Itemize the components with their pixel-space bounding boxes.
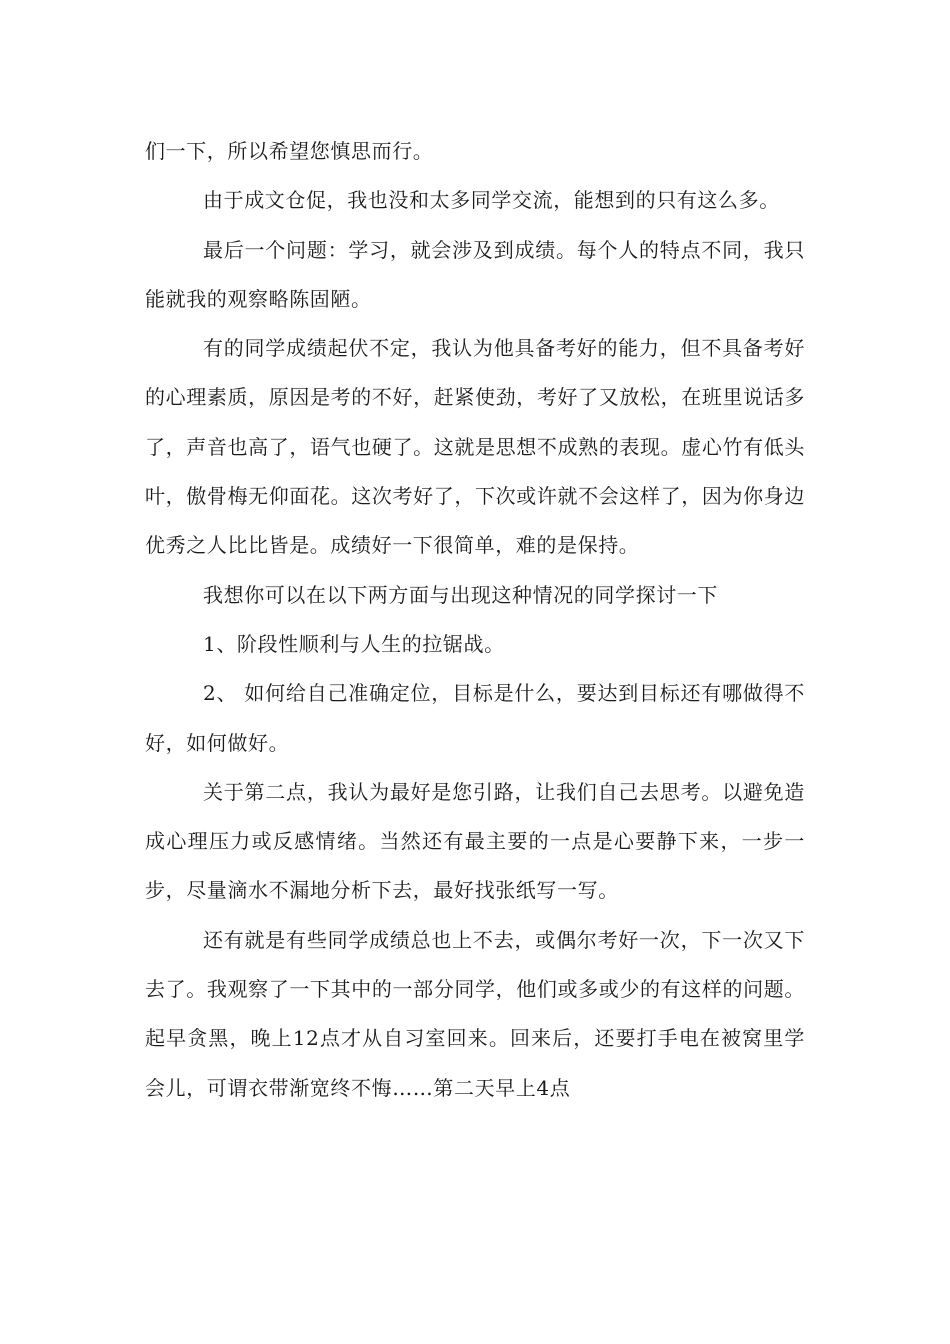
document-body [145, 127, 805, 1113]
paragraph: 最后一个问题：学习，就会涉及到成绩。每个人的特点不同，我只能就我的观察略陈固陋。 [145, 237, 805, 311]
paragraph: 我想你可以在以下两方面与出现这种情况的同学探讨一下 [203, 582, 718, 607]
paragraph: 有的同学成绩起伏不定，我认为他具备考好的能力，但不具备考好的心理素质，原因是考的不好，赶紧使劲，考好了又放松，在班里说话多了，声音也高了，语气也硬了。这就是思想不成熟的表现。虚心竹有低头叶，傲骨梅无仰面花。这次考好了，下次或许就不会这样了，因为你身边优秀之人比比皆是。成绩好一下很简单，难的是保持。 [145, 336, 805, 558]
paragraph: 关于第二点，我认为最好是您引路，让我们自己去思考。以避免造成心理压力或反感情绪。当然还有最主要的一点是心要静下来，一步一步，尽量滴水不漏地分析下去，最好找张纸写一写。 [145, 779, 805, 903]
paragraph-continuation: 们一下，所以希望您慎思而行。 [145, 139, 434, 163]
list-item: 2、 如何给自己准确定位，目标是什么，要达到目标还有哪做得不好，如何做好。 [145, 681, 805, 755]
paragraph: 由于成文仓促，我也没和太多同学交流，能想到的只有这么多。 [203, 188, 780, 213]
list-item: 1、阶段性顺利与人生的拉锯战。 [203, 631, 505, 656]
paragraph: 还有就是有些同学成绩总也上不去，或偶尔考好一次，下一次又下去了。我观察了一下其中的一部分同学，他们或多或少的有这样的问题。起早贪黑，晚上12点才从自习室回来。回来后，还要打手电在被窝里学会儿，可谓衣带渐宽终不悔……第二天早上4点 [145, 927, 805, 1100]
